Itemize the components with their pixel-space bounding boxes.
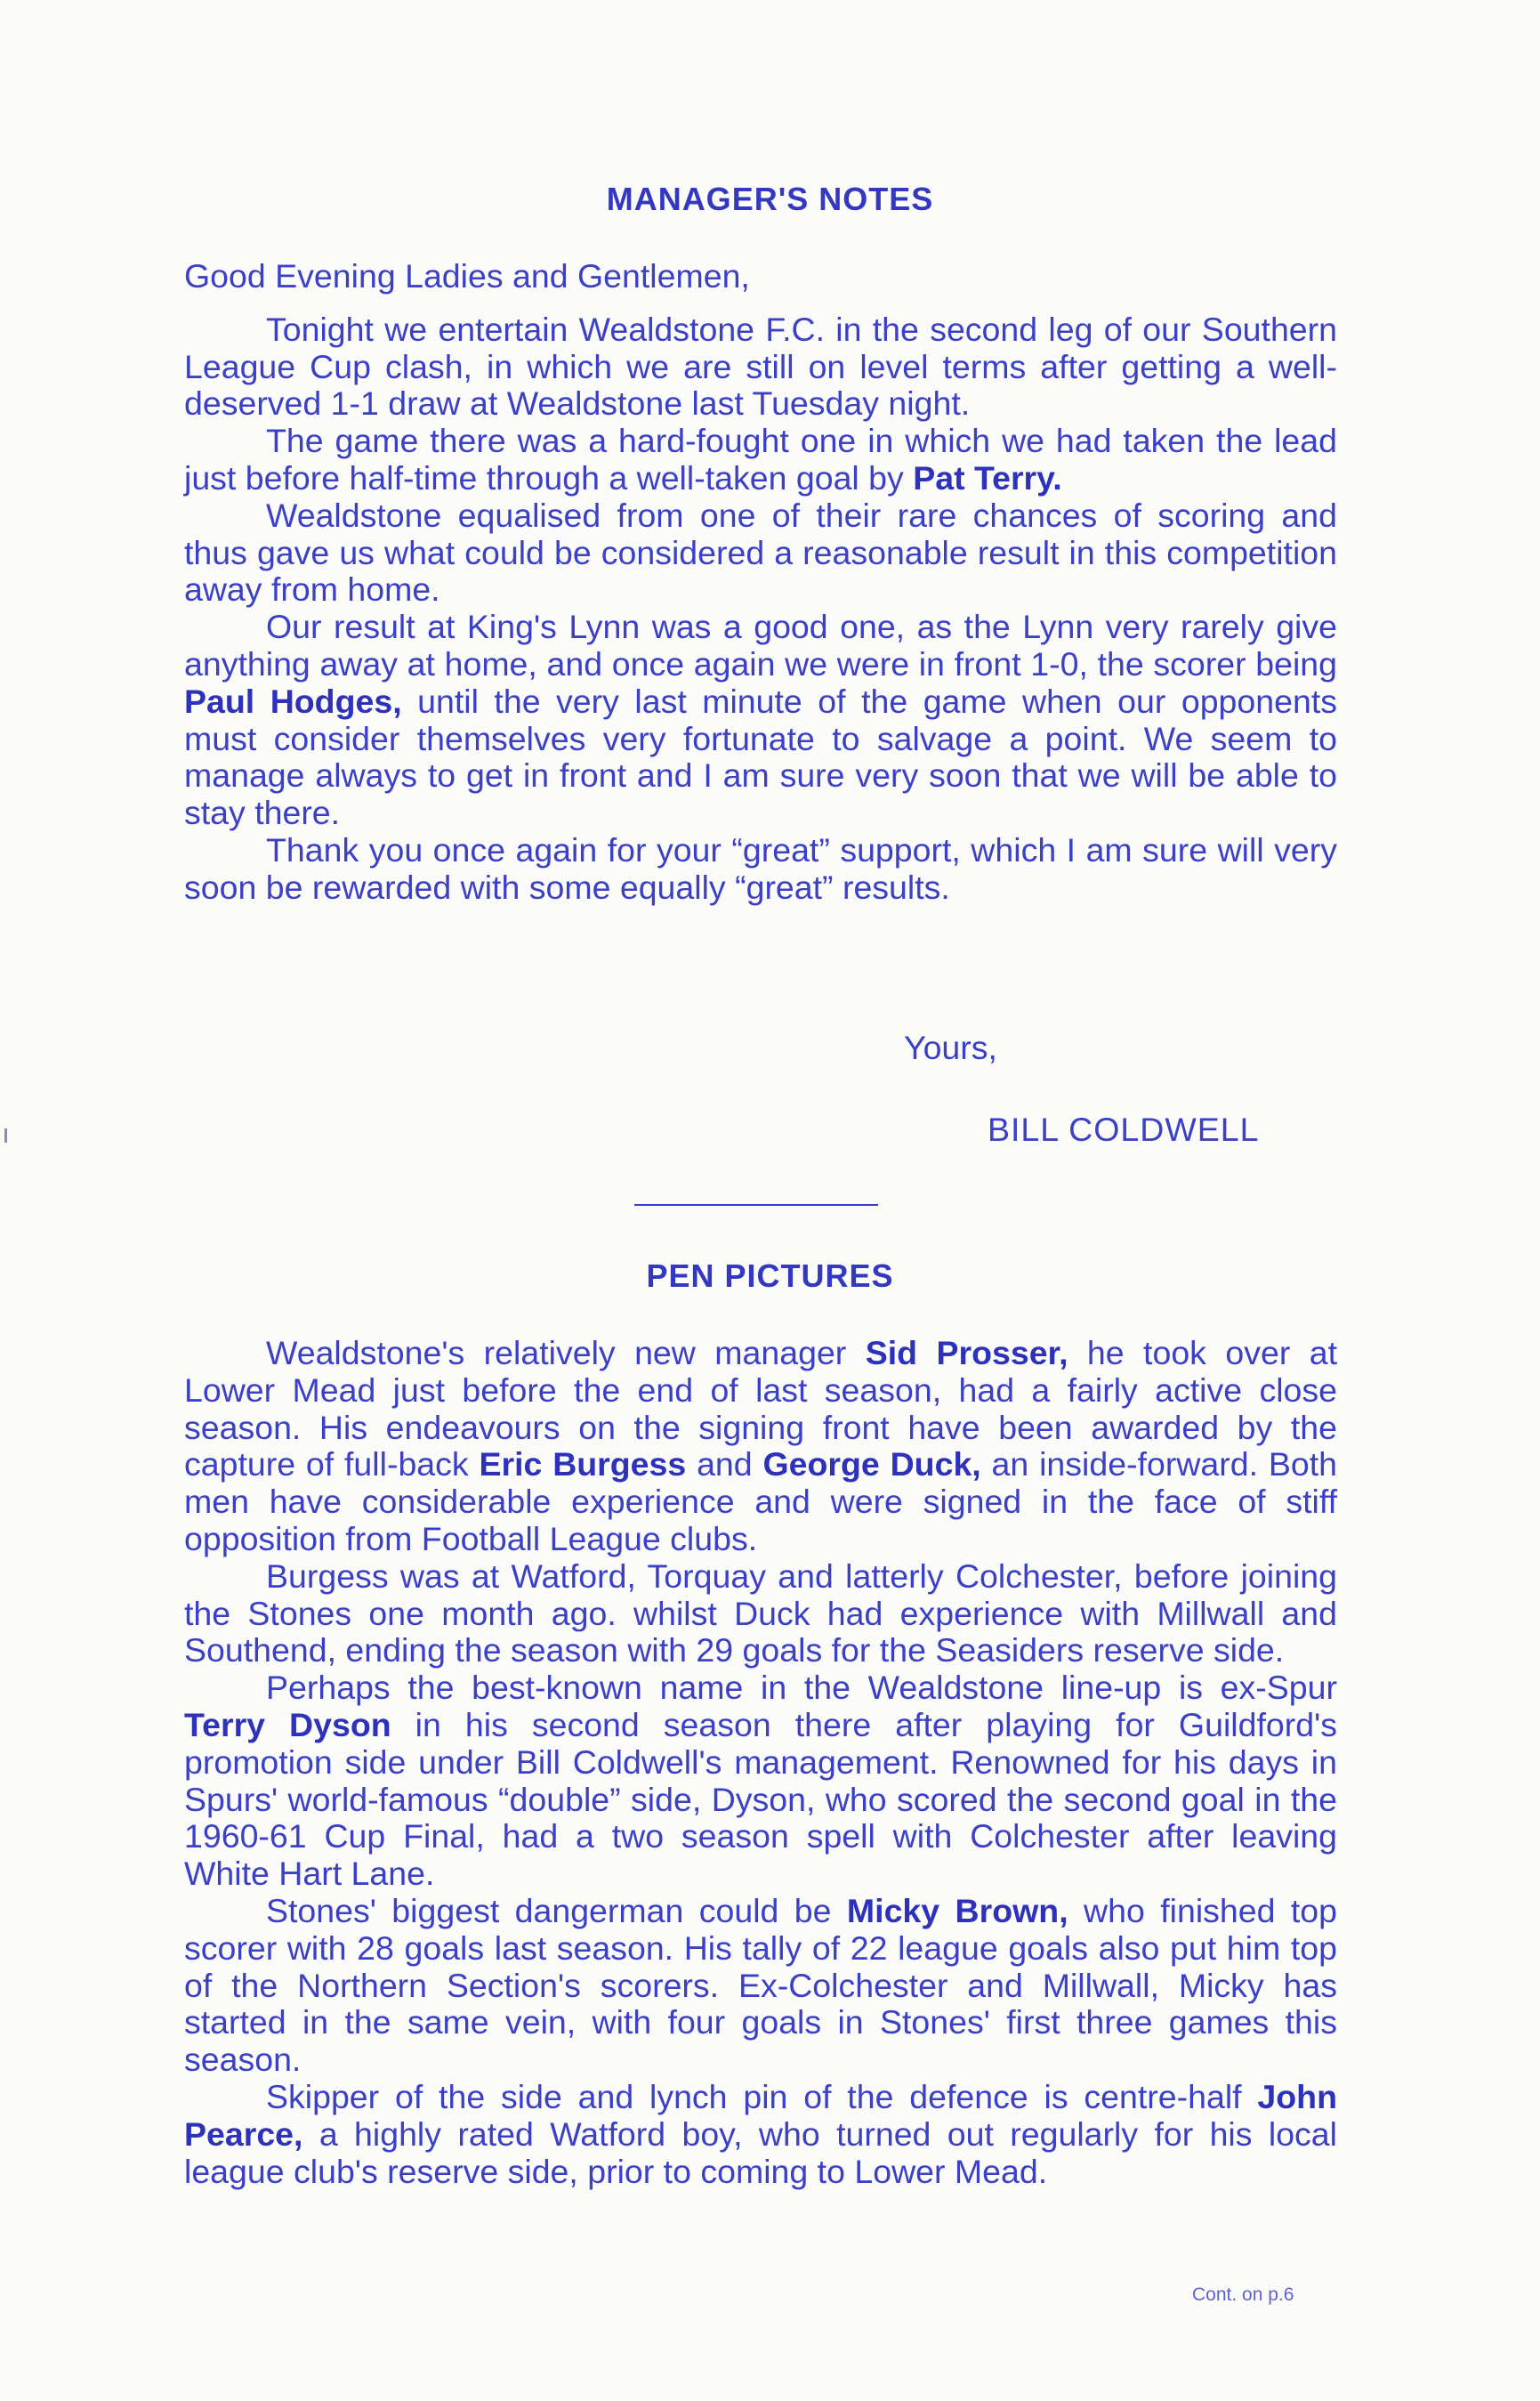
pen-paragraph-5 [184,2079,1337,2190]
name-micky-brown: Micky Brown, [846,1891,1068,1929]
notes-paragraph-3: Wealdstone equalised from one of their rare chances of scoring and thus gave us what could be considered a reasonable result in this competition away from home. [184,496,1337,609]
pen-paragraph-1-text-b: he took over at Lower Mead just before the end of last season, had a fairly active close season. His endeavours on the signing front have been awarded by the capture of full-back [184,1334,1337,1483]
signature: BILL COLDWELL [988,1111,1260,1148]
notes-paragraph-1: Tonight we entertain Wealdstone F.C. in the second leg of our Southern League Cup clash, in which we are still on level terms after getting a well-deserved 1-1 draw at Wealdstone last Tuesday night. [184,310,1337,423]
page-edge-mark [4,1128,7,1143]
continued-note: Cont. on p.6 [1192,2284,1294,2305]
notes-paragraph-4-text-b: until the very last minute of the game when our opponents must consider themselves very fortunate to salvage a point. We seem to manage always to get in front and I am sure very soon that we will be able to stay there. [184,682,1337,832]
name-sid-prosser: Sid Prosser, [865,1334,1068,1371]
pen-paragraph-3-text-b: in his second season there after playing for Guildford's promotion side under Bill Coldwell's management. Renowned for his days in Spurs' world-famous “double” side, Dyson, who scored the second goal in the 1960-61 Cup Final, had a two season spell with Colchester after leaving White Hart Lane. [184,1705,1338,1893]
player-name-paul-hodges: Paul Hodges, [184,682,402,720]
pen-paragraph-5-text-a: Skipper of the side and lynch pin of the defence is centre-half [266,2077,1258,2115]
pen-paragraph-1-text-d: an inside-forward. Both men have considerable experience and were signed in the face of stiff opposition from Football League clubs. [184,1445,1337,1557]
notes-paragraph-2-text: The game there was a hard-fought one in which we had taken the lead just before half-time through a well-taken goal by [184,422,1337,497]
managers-notes-title: MANAGER'S NOTES [606,181,934,217]
pen-paragraph-1-text-a: Wealdstone's relatively new manager [266,1334,866,1371]
greeting: Good Evening Ladies and Gentlemen, [184,257,750,295]
notes-paragraph-4 [184,609,1337,832]
pen-paragraph-5-text-b: a highly rated Watford boy, who turned out regularly for his local league club's reserve side, prior to coming to Lower Mead. [184,2114,1337,2190]
pen-paragraph-2: Burgess was at Watford, Torquay and latterly Colchester, before joining the Stones one month ago. whilst Duck had experience with Millwall and Southend, ending the season with 29 goals for the Seasiders reserve side. [184,1556,1337,1669]
pen-paragraph-3-text-a: Perhaps the best-known name in the Wealdstone line-up is ex-Spur [266,1669,1337,1707]
section-divider [634,1204,878,1206]
name-eric-burgess: Eric Burgess [479,1445,687,1483]
notes-paragraph-2 [184,423,1337,497]
pen-pictures-body [184,1335,1337,2190]
pen-paragraph-4 [184,1893,1337,2079]
pen-paragraph-4-text-b: who finished top scorer with 28 goals last season. His tally of 22 league goals also put him top of the Northern Section's scorers. Ex-Colchester and Millwall, Micky has started in the same vein, with four goals in Stones' first three games this season. [184,1891,1338,2079]
name-john-pearce: John Pearce, [184,2077,1337,2153]
pen-pictures-title: PEN PICTURES [646,1257,894,1294]
pen-paragraph-4-text-a: Stones' biggest dangerman could be [266,1891,847,1929]
name-george-duck: George Duck, [762,1445,981,1483]
managers-notes-body [184,258,1337,907]
name-terry-dyson: Terry Dyson [184,1705,391,1743]
pen-paragraph-1 [184,1335,1337,1558]
pen-paragraph-1-text-c: and [686,1445,763,1483]
notes-paragraph-4-text-a: Our result at King's Lynn was a good one, as the Lynn very rarely give anything away at home, and once again we were in front 1-0, the scorer being [184,608,1337,683]
player-name-pat-terry: Pat Terry. [913,458,1062,497]
pen-paragraph-3 [184,1669,1337,1893]
closing-yours: Yours, [904,1029,997,1066]
notes-paragraph-5: Thank you once again for your “great” support, which I am sure will very soon be rewarded with some equally “great” results. [184,830,1337,906]
